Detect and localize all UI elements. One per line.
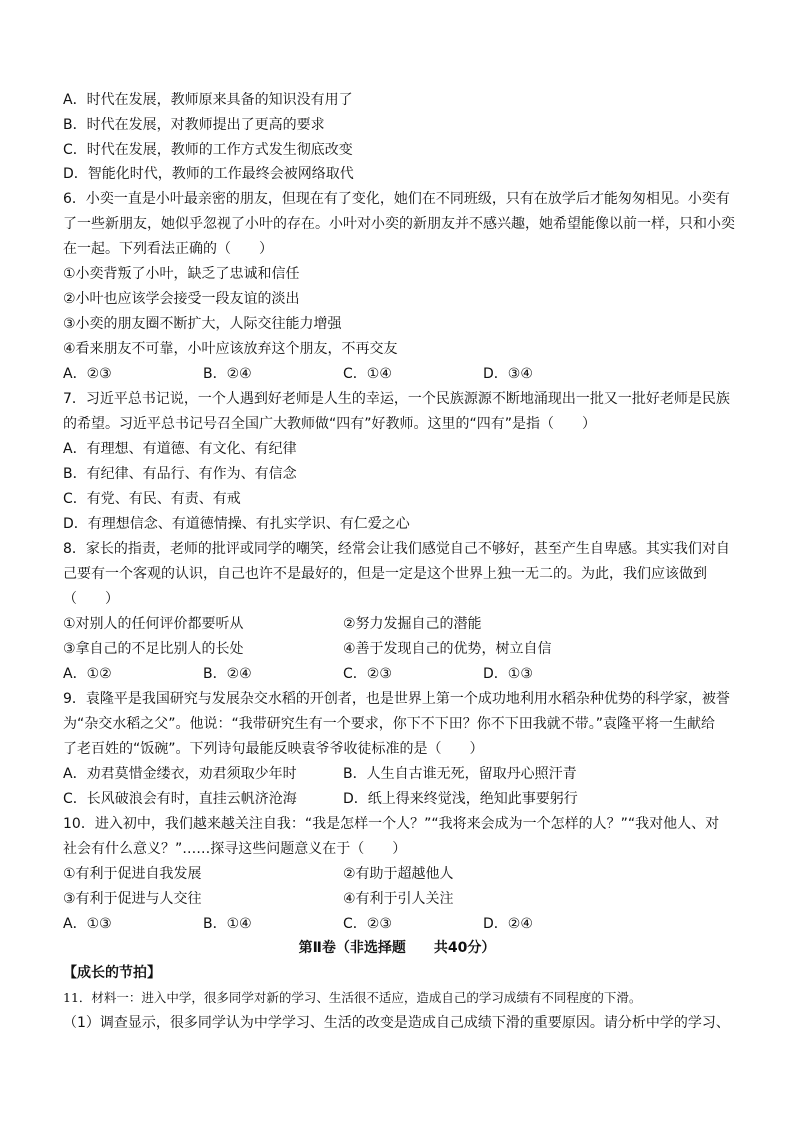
q6-statement-4: ④看来朋友不可靠，小叶应该放弃这个朋友，不再交友 <box>63 341 398 357</box>
q9-stem-line3: 了老百姓的“饭碗”。下列诗句最能反映袁爷爷收徒标准的是（ ） <box>63 741 484 757</box>
q6-choice-d: D．③④ <box>483 366 533 382</box>
q9-option-c: C．长风破浪会有时，直挂云帆济沧海 <box>63 791 297 807</box>
q10-statement-1: ①有利于促进自我发展 <box>63 866 202 882</box>
q5-option-d: D．智能化时代，教师的工作最终会被网络取代 <box>63 166 354 182</box>
q8-stem-line3: （ ） <box>63 591 119 607</box>
q8-stem-line2: 己要有一个客观的认识，自己也许不是最好的，但是一定是这个世界上独一无二的。为此，我们应该做到 <box>63 566 707 582</box>
q10-statement-4: ④有利于引人关注 <box>343 891 454 907</box>
q8-choice-d: D．①③ <box>483 666 533 682</box>
q8-statement-2: ②努力发掘自己的潜能 <box>343 616 482 632</box>
q6-statement-2: ②小叶也应该学会接受一段友谊的淡出 <box>63 291 300 307</box>
q8-stem-line1: 8．家长的指责，老师的批评或同学的嘲笑，经常会让我们感觉自己不够好，甚至产生自卑感。其实我们对自 <box>63 541 730 557</box>
q6-stem-line2: 了一些新朋友，她似乎忽视了小叶的存在。小叶对小奕的新朋友并不感兴趣，她希望能像以前一样，只和小奕 <box>63 216 735 232</box>
q5-option-b: B．时代在发展，对教师提出了更高的要求 <box>63 117 325 133</box>
q5-option-a: A．时代在发展，教师原来具备的知识没有用了 <box>63 92 353 108</box>
q8-statement-1: ①对别人的任何评价都要听从 <box>63 616 244 632</box>
q6-choice-a: A．②③ <box>63 366 112 382</box>
q7-option-a: A．有理想、有道德、有文化、有纪律 <box>63 441 297 457</box>
q7-option-b: B．有纪律、有品行、有作为、有信念 <box>63 466 297 482</box>
q10-statement-3: ③有利于促进与人交往 <box>63 891 202 907</box>
q10-choice-a: A．①③ <box>63 916 112 932</box>
q9-option-b: B．人生自古谁无死，留取丹心照汗青 <box>343 766 577 782</box>
q7-option-c: C．有党、有民、有责、有戒 <box>63 491 241 507</box>
part2-subheading: 【成长的节拍】 <box>63 965 161 981</box>
q10-choice-b: B．①④ <box>203 916 252 932</box>
q9-option-d: D．纸上得来终觉浅，绝知此事要躬行 <box>343 791 578 807</box>
q11-material: 11．材料一：进入中学，很多同学对新的学习、生活很不适应，造成自己的学习成绩有不同程度的下滑。 <box>63 990 642 1005</box>
q8-choice-a: A．①② <box>63 666 112 682</box>
q6-statement-3: ③小奕的朋友圈不断扩大，人际交往能力增强 <box>63 316 342 332</box>
q7-stem-line1: 7．习近平总书记说，一个人遇到好老师是人生的幸运，一个民族源源不断地涌现出一批又一批好老师是民族 <box>63 391 730 407</box>
q8-statement-4: ④善于发现自己的优势，树立自信 <box>343 641 552 657</box>
q9-option-a: A．劝君莫惜金缕衣，劝君须取少年时 <box>63 766 297 782</box>
q10-stem-line1: 10．进入初中，我们越来越关注自我：“我是怎样一个人？”“我将来会成为一个怎样的人？”“我对他人、对 <box>63 816 720 832</box>
q8-choice-b: B．②④ <box>203 666 252 682</box>
q10-statement-2: ②有助于超越他人 <box>343 866 454 882</box>
q6-stem-line3: 在一起。下列看法正确的（ ） <box>63 241 273 257</box>
q7-option-d: D．有理想信念、有道德情操、有扎实学识、有仁爱之心 <box>63 516 410 532</box>
q6-choice-c: C．①④ <box>343 366 392 382</box>
q7-stem-line2: 的希望。习近平总书记号召全国广大教师做“四有”好教师。这里的“四有”是指（ ） <box>63 416 597 432</box>
part2-title: 第Ⅱ卷（非选择题 共40分） <box>298 940 496 956</box>
q9-stem-line1: 9．袁隆平是我国研究与发展杂交水稻的开创者，也是世界上第一个成功地利用水稻杂种优势的科学家，被誉 <box>63 691 730 707</box>
q8-choice-c: C．②③ <box>343 666 392 682</box>
q10-stem-line2: 社会有什么意义？”……探寻这些问题意义在于（ ） <box>63 841 407 857</box>
q5-option-c: C．时代在发展，教师的工作方式发生彻底改变 <box>63 142 353 158</box>
q8-statement-3: ③拿自己的不足比别人的长处 <box>63 641 244 657</box>
q6-choice-b: B．②④ <box>203 366 252 382</box>
q6-stem-line1: 6．小奕一直是小叶最亲密的朋友，但现在有了变化，她们在不同班级，只有在放学后才能匆匆相见。小奕有 <box>63 191 730 207</box>
q9-stem-line2: 为“杂交水稻之父”。他说：“我带研究生有一个要求，你下不下田？你不下田我就不带。”袁隆平将一生献给 <box>63 716 716 732</box>
q11-sub1: （1）调查显示，很多同学认为中学学习、生活的改变是造成自己成绩下滑的重要原因。请分析中学的学习、 <box>63 1015 730 1031</box>
q10-choice-d: D．②④ <box>483 916 533 932</box>
q6-statement-1: ①小奕背叛了小叶，缺乏了忠诚和信任 <box>63 266 300 282</box>
q10-choice-c: C．②③ <box>343 916 392 932</box>
